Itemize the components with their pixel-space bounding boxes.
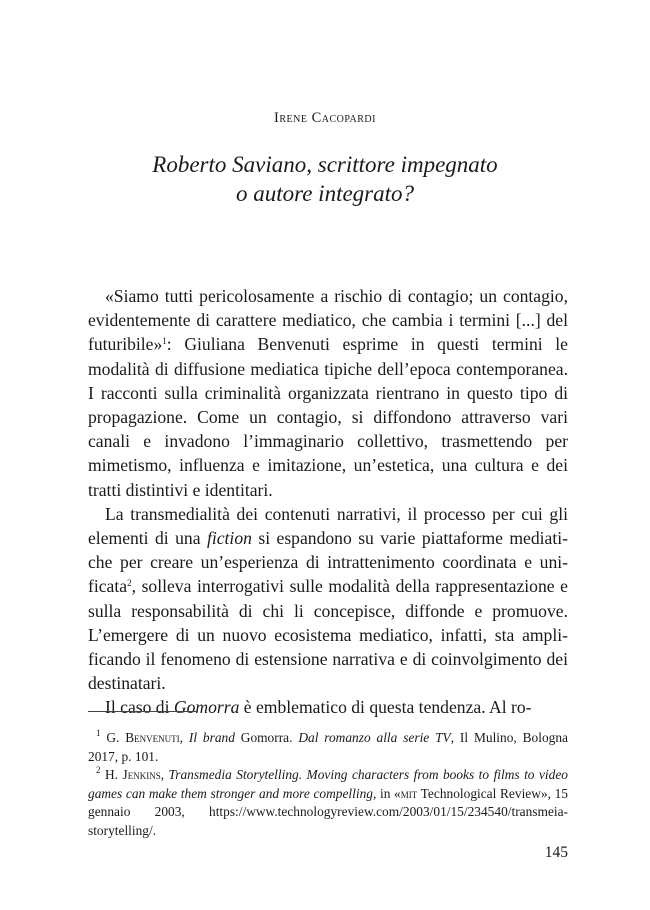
paragraph-3-italic-gomorra: Gomorra (173, 697, 240, 718)
chapter-title-line-1: Roberto Saviano, scrittore impegnato (152, 152, 498, 177)
paragraph-2-italic-fiction: fiction (206, 528, 252, 549)
footnote-2-in: , in « (372, 785, 401, 801)
paragraph-3 (88, 695, 568, 719)
footnote-ref-1[interactable]: 1 (162, 336, 167, 347)
footnote-2 (88, 766, 568, 840)
paragraph-2 (88, 502, 568, 696)
footnotes (88, 729, 568, 841)
paragraph-1 (88, 284, 568, 502)
paragraph-1-text-b: : Giuliana Benvenuti esprime in questi termini le modalità di diffusione mediatica tipiche dell’epoca contemporanea. I racconti sulla criminalità organizzata rientrano in questo tipo di propagazione. Come un contagio, si diffondono attraverso vari canali e invadono l’immaginario collettivo, trasmettendo per mimetismo, influenza e imitazione, un’estetica, una cultura e dei tratti distintivi e identitari. (88, 334, 568, 500)
paragraph-3-text-b: è emblematico di questa tendenza. Al ro- (239, 697, 532, 718)
chapter-title (0, 150, 650, 208)
footnote-2-sep: , (160, 767, 169, 783)
footnote-1 (88, 729, 568, 766)
chapter-author: Irene Cacopardi (274, 110, 376, 126)
body-text (88, 284, 568, 720)
paragraph-1-text-a: «Siamo tutti pericolosamente a rischio di contagio; un contagio, evidentemente di carattere mediatico, che cambia i termini [...] del futuribile» (88, 286, 568, 355)
footnote-2-mit: mit (400, 785, 418, 801)
paragraph-2-text-a: La transmedialità dei contenuti narrativi, il processo per cui gli elementi di una (88, 503, 568, 549)
footnote-2-title: Transmedia Storytelling. Moving characters from books to films to video games can make them stronger and more compelling (88, 767, 568, 801)
chapter-title-line-2: o autore integrato? (235, 181, 415, 206)
footnote-1-author: Benvenuti (125, 730, 180, 745)
footnote-1-sep: , (179, 730, 189, 745)
footnote-2-author: Jenkins (122, 767, 161, 783)
paragraph-2-text-c: , solleva interrogativi sulle modalità della rappresentazione e sulla responsabilità di chi li concepisce, diffonde e promuove. L’emergere di un nuovo ecosistema mediatico, infatti, sta amplificando il fenomeno di estensione narrativa e di coinvolgimento dei destinatari. (88, 576, 568, 694)
footnote-1-number: 1 (96, 728, 101, 738)
footnote-separator (88, 711, 198, 712)
footnote-1-title-b: Gomorra. (234, 730, 299, 745)
footnote-1-title-c: Dal romanzo alla serie TV (298, 730, 451, 745)
footnote-ref-2[interactable]: 2 (127, 578, 132, 589)
paragraph-3-text-a: Il caso di (105, 697, 174, 718)
footnote-1-title-a: Il brand (188, 730, 235, 745)
paragraph-2-text-b: si espandono su varie piattaforme mediatiche per creare un’esperienza di intrattenimento coordinata e unificata (88, 528, 568, 597)
footnote-1-rest: , Il Mulino, Bologna 2017, p. 101. (88, 730, 568, 764)
footnote-1-initial: G. (106, 730, 126, 745)
footnote-2-rest: Technological Review», 15 gennaio 2003, https://www.technologyreview.com/2003/01/15/234540/transmeia-storytelling/. (88, 785, 569, 838)
page-number: 145 (544, 844, 568, 861)
footnote-2-initial: H. (104, 767, 123, 783)
footnote-2-number: 2 (96, 765, 101, 776)
